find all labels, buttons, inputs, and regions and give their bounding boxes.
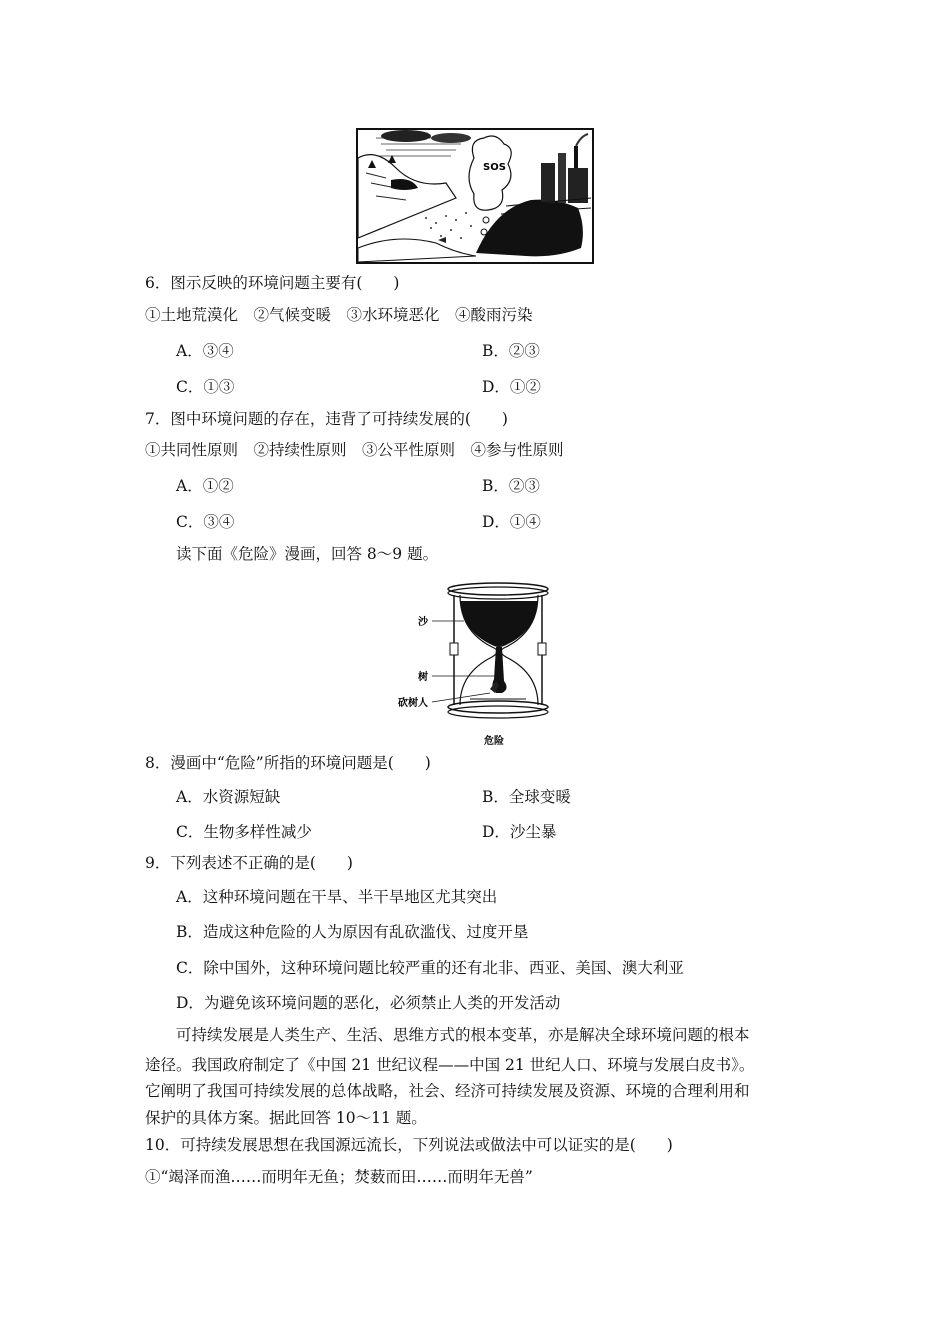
question-10-stem: 10．可持续发展思想在我国源远流长，下列说法或做法中可以证实的是( )	[145, 1136, 673, 1154]
question-8-option-c[interactable]: C．生物多样性减少	[176, 823, 312, 841]
question-8-stem: 8．漫画中“危险”所指的环境问题是( )	[145, 754, 431, 772]
environment-illustration	[356, 128, 594, 264]
question-10-item-1: ①“竭泽而渔……而明年无鱼；焚薮而田……而明年无兽”	[145, 1168, 533, 1186]
question-7-option-c[interactable]: C．③④	[176, 513, 235, 531]
question-9-stem: 9．下列表述不正确的是( )	[145, 854, 353, 872]
label-cutter: 砍树人	[398, 698, 428, 709]
question-7-option-b[interactable]: B．②③	[482, 477, 540, 495]
question-7-stem: 7．图中环境问题的存在，违背了可持续发展的( )	[145, 410, 508, 428]
question-9-option-b[interactable]: B．造成这种危险的人为原因有乱砍滥伐、过度开垦	[176, 923, 529, 941]
passage-line-2: 途径。我国政府制定了《中国 21 世纪议程——中国 21 世纪人口、环境与发展白皮书》。	[145, 1056, 755, 1074]
question-8-option-d[interactable]: D．沙尘暴	[482, 823, 557, 841]
question-6-option-b[interactable]: B．②③	[482, 342, 540, 360]
question-6-items: ①土地荒漠化 ②气候变暖 ③水环境恶化 ④酸雨污染	[145, 306, 533, 324]
label-sand: 沙	[418, 617, 428, 628]
passage-line-1: 可持续发展是人类生产、生活、思维方式的根本变革，亦是解决全球环境问题的根本	[176, 1026, 750, 1044]
question-7-items: ①共同性原则 ②持续性原则 ③公平性原则 ④参与性原则	[145, 441, 564, 459]
sos-text: SOS	[483, 162, 506, 173]
question-6-option-c[interactable]: C．①③	[176, 378, 235, 396]
passage-line-4: 保护的具体方案。据此回答 10～11 题。	[145, 1109, 427, 1127]
question-9-option-a[interactable]: A．这种环境问题在干旱、半干旱地区尤其突出	[176, 888, 498, 906]
question-9-option-c[interactable]: C．除中国外，这种环境问题比较严重的还有北非、西亚、美国、澳大利亚	[176, 959, 684, 977]
question-6-option-a[interactable]: A．③④	[176, 342, 234, 360]
passage-line-3: 它阐明了我国可持续发展的总体战略，社会、经济可持续发展及资源、环境的合理利用和	[145, 1082, 750, 1100]
label-tree: 树	[418, 672, 428, 683]
question-6-option-d[interactable]: D．①②	[482, 378, 541, 396]
intro-8-9: 读下面《危险》漫画，回答 8～9 题。	[176, 545, 439, 563]
hourglass-cartoon	[398, 581, 560, 749]
question-7-option-d[interactable]: D．①④	[482, 513, 541, 531]
cartoon-caption: 危险	[484, 736, 504, 747]
question-7-option-a[interactable]: A．①②	[176, 477, 234, 495]
question-8-option-b[interactable]: B．全球变暖	[482, 788, 571, 806]
question-9-option-d[interactable]: D．为避免该环境问题的恶化，必须禁止人类的开发活动	[176, 994, 561, 1012]
question-8-option-a[interactable]: A．水资源短缺	[176, 788, 281, 806]
question-6-stem: 6．图示反映的环境问题主要有( )	[145, 274, 400, 292]
